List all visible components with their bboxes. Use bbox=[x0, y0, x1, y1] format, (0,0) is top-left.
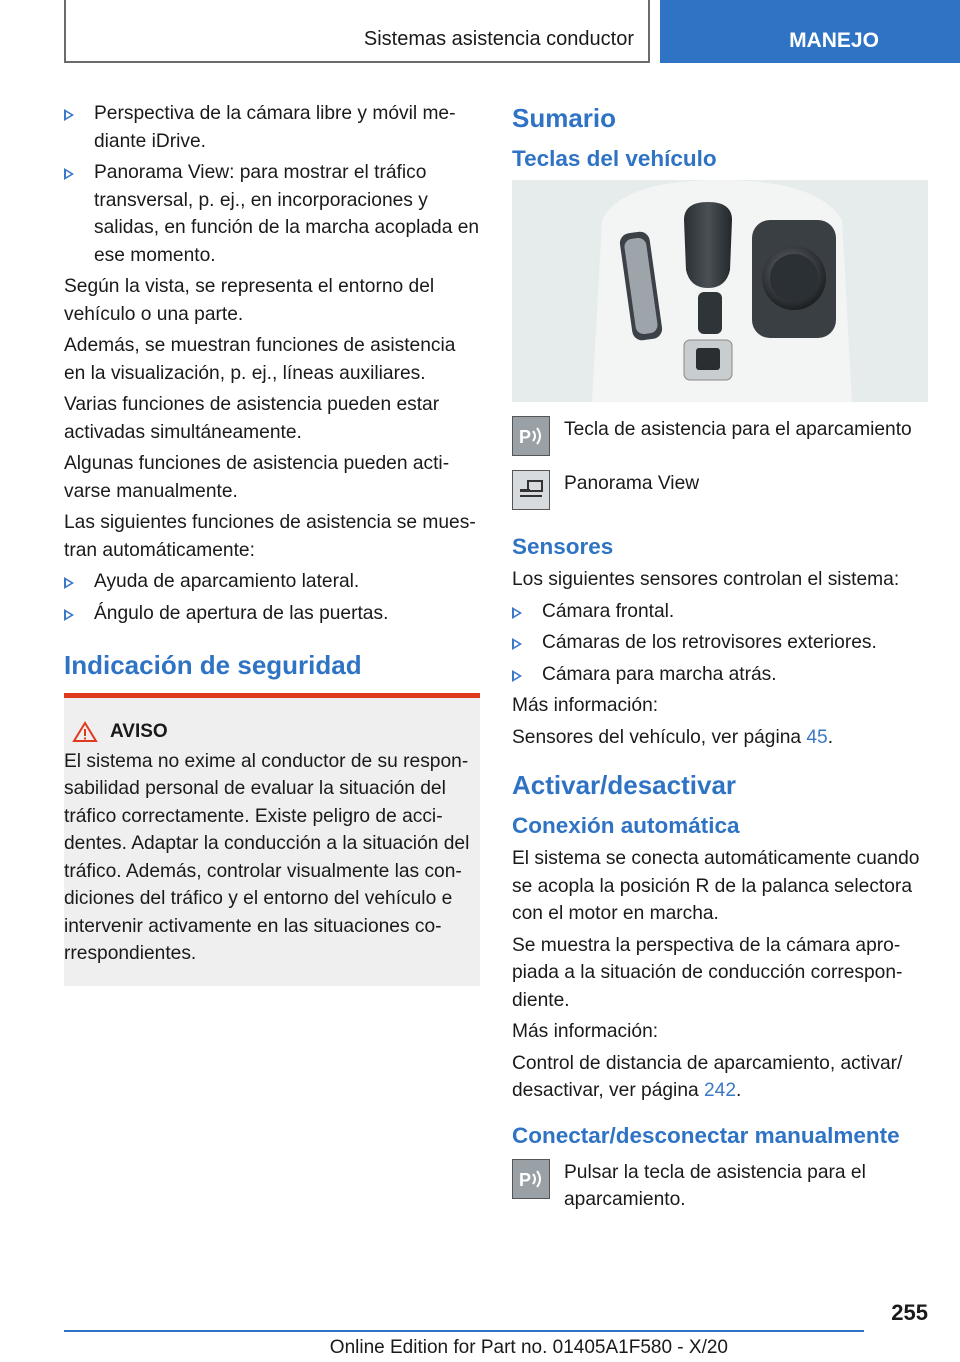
warning-text: El sistema no exime al conductor de su responsabilidad personal de evaluar la situación del tráfico correctamente. Existe peligro de accidentes. Adaptar la conducción a la situación del tráfico. Además, controlar visualmente las condiciones del tráfico y el entorno del vehículo e intervenir activamente en las situaciones correspondientes. bbox=[64, 750, 470, 964]
paragraph: Las siguientes funciones de asistencia se muestran automáticamente: bbox=[64, 512, 476, 561]
list-item: Ángulo de apertura de las puertas. bbox=[64, 600, 480, 628]
paragraph: Algunas funciones de asistencia pueden activarse manualmente. bbox=[64, 453, 450, 502]
warning-title: AVISO bbox=[110, 721, 168, 742]
paragraph: Varias funciones de asistencia pueden estar activadas simultáneamente. bbox=[64, 394, 440, 443]
page-number: 255 bbox=[891, 1300, 928, 1325]
page-link-242[interactable]: 242 bbox=[704, 1080, 737, 1101]
triangle-bullet-icon bbox=[64, 109, 74, 121]
chapter-tab[interactable]: MANEJO bbox=[660, 0, 960, 63]
summary-heading: Sumario bbox=[512, 103, 617, 133]
list-item: Cámara para marcha atrás. bbox=[512, 661, 928, 689]
list-item: Perspectiva de la cámara libre y móvil mediante iDrive. bbox=[64, 100, 480, 155]
footer-rule bbox=[64, 1330, 864, 1332]
paragraph: Más información: bbox=[512, 1021, 659, 1042]
left-column bbox=[64, 100, 480, 986]
warning-box bbox=[64, 693, 480, 986]
list-item: Ayuda de aparcamiento lateral. bbox=[64, 568, 480, 596]
keys-heading: Teclas del vehículo bbox=[512, 146, 717, 171]
paragraph: Más información: bbox=[512, 695, 659, 716]
edition-footer: Online Edition for Part no. 01405A1F580 - X/20 bbox=[329, 1337, 728, 1358]
paragraph: Según la vista, se representa el entorno del vehículo o una parte. bbox=[64, 276, 435, 325]
key-parking-assist bbox=[512, 416, 928, 456]
triangle-bullet-icon bbox=[512, 607, 522, 619]
svg-text:P: P bbox=[519, 1169, 532, 1190]
paragraph: Los siguientes sensores controlan el sistema: bbox=[512, 569, 900, 590]
sensors-heading: Sensores bbox=[512, 534, 614, 559]
right-column bbox=[512, 100, 928, 1228]
triangle-bullet-icon bbox=[512, 638, 522, 650]
svg-text:P: P bbox=[519, 427, 532, 447]
manual-instruction bbox=[512, 1159, 928, 1214]
paragraph: Sensores del vehículo, ver página 45. bbox=[512, 726, 834, 748]
key-panorama-view bbox=[512, 470, 928, 510]
list-item: Cámara frontal. bbox=[512, 598, 928, 626]
safety-heading: Indicación de seguridad bbox=[64, 650, 362, 680]
paragraph: Además, se muestran funciones de asistencia en la visualización, p. ej., líneas auxiliares. bbox=[64, 335, 456, 384]
page-link-45[interactable]: 45 bbox=[806, 726, 828, 748]
warning-header bbox=[72, 718, 472, 746]
list-item: Panorama View: para mostrar el tráfico transversal, p. ej., en incorporaciones y salidas, en función de la marcha acoplada en ese momento. bbox=[64, 159, 480, 269]
center-console-image bbox=[512, 180, 928, 402]
paragraph: Se muestra la perspectiva de la cámara apropiada a la situación de conducción correspondiente. bbox=[512, 934, 903, 1011]
center-console-photo bbox=[512, 180, 928, 402]
list-item: Cámaras de los retrovisores exteriores. bbox=[512, 629, 928, 657]
parking-assist-icon bbox=[512, 1159, 550, 1199]
paragraph: Control de distancia de aparcamiento, activar/ desactivar, ver página 242. bbox=[512, 1052, 903, 1101]
auto-heading: Conexión automática bbox=[512, 813, 740, 838]
key-label: Panorama View bbox=[564, 473, 700, 494]
running-header bbox=[64, 0, 650, 63]
manual-heading: Conectar/desconectar manualmente bbox=[512, 1122, 900, 1148]
manual-text: Pulsar la tecla de asistencia para el aparcamiento. bbox=[564, 1161, 866, 1210]
parking-assist-icon bbox=[512, 416, 550, 456]
panorama-view-icon bbox=[512, 470, 550, 510]
triangle-bullet-icon bbox=[64, 577, 74, 589]
paragraph: El sistema se conecta automáticamente cuando se acopla la posición R de la palanca selectora con el motor en marcha. bbox=[512, 848, 920, 924]
triangle-bullet-icon bbox=[512, 670, 522, 682]
triangle-bullet-icon bbox=[64, 609, 74, 621]
triangle-bullet-icon bbox=[64, 168, 74, 180]
activate-heading: Activar/desactivar bbox=[512, 770, 737, 800]
section-title: Sistemas asistencia conductor bbox=[363, 28, 634, 50]
warning-triangle-icon bbox=[72, 721, 98, 743]
key-label: Tecla de asistencia para el aparcamiento bbox=[564, 419, 912, 440]
